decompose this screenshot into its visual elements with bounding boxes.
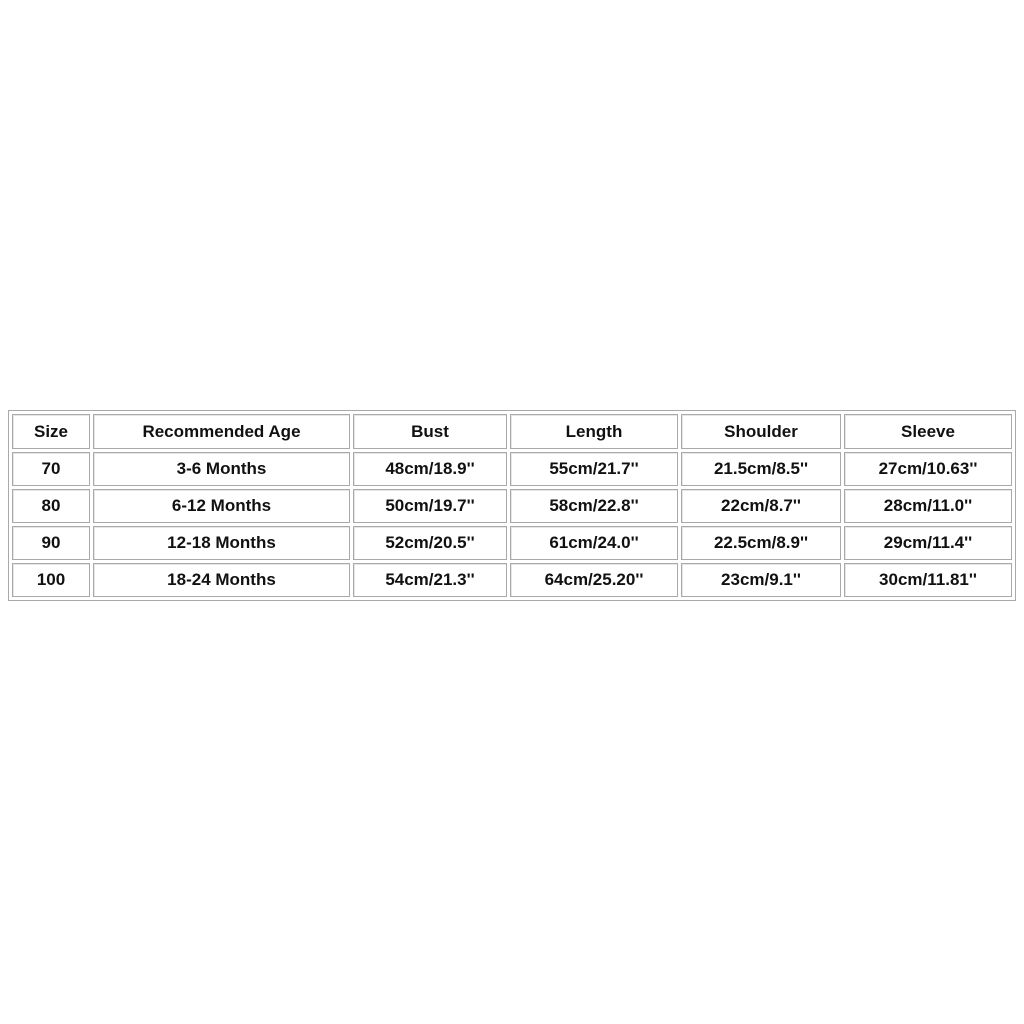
- cell-size: 70: [12, 452, 90, 486]
- table-row: [12, 452, 1012, 486]
- cell-shoulder: 22cm/8.7'': [681, 489, 841, 523]
- cell-length: 58cm/22.8'': [510, 489, 678, 523]
- cell-shoulder: 21.5cm/8.5'': [681, 452, 841, 486]
- table-row: [12, 526, 1012, 560]
- header-size: Size: [12, 414, 90, 449]
- cell-bust: 50cm/19.7'': [353, 489, 507, 523]
- table-row: [12, 489, 1012, 523]
- cell-shoulder: 22.5cm/8.9'': [681, 526, 841, 560]
- cell-recommended-age: 18-24 Months: [93, 563, 350, 597]
- header-bust: Bust: [353, 414, 507, 449]
- cell-recommended-age: 12-18 Months: [93, 526, 350, 560]
- cell-shoulder: 23cm/9.1'': [681, 563, 841, 597]
- cell-recommended-age: 3-6 Months: [93, 452, 350, 486]
- cell-size: 100: [12, 563, 90, 597]
- cell-sleeve: 27cm/10.63'': [844, 452, 1012, 486]
- header-length: Length: [510, 414, 678, 449]
- header-recommended-age: Recommended Age: [93, 414, 350, 449]
- cell-bust: 48cm/18.9'': [353, 452, 507, 486]
- table-header-row: [12, 414, 1012, 449]
- cell-bust: 52cm/20.5'': [353, 526, 507, 560]
- cell-sleeve: 30cm/11.81'': [844, 563, 1012, 597]
- cell-length: 55cm/21.7'': [510, 452, 678, 486]
- cell-recommended-age: 6-12 Months: [93, 489, 350, 523]
- table-row: [12, 563, 1012, 597]
- size-chart-table: [8, 410, 1016, 601]
- cell-length: 64cm/25.20'': [510, 563, 678, 597]
- cell-size: 90: [12, 526, 90, 560]
- header-shoulder: Shoulder: [681, 414, 841, 449]
- cell-length: 61cm/24.0'': [510, 526, 678, 560]
- cell-sleeve: 28cm/11.0'': [844, 489, 1012, 523]
- cell-bust: 54cm/21.3'': [353, 563, 507, 597]
- cell-size: 80: [12, 489, 90, 523]
- header-sleeve: Sleeve: [844, 414, 1012, 449]
- cell-sleeve: 29cm/11.4'': [844, 526, 1012, 560]
